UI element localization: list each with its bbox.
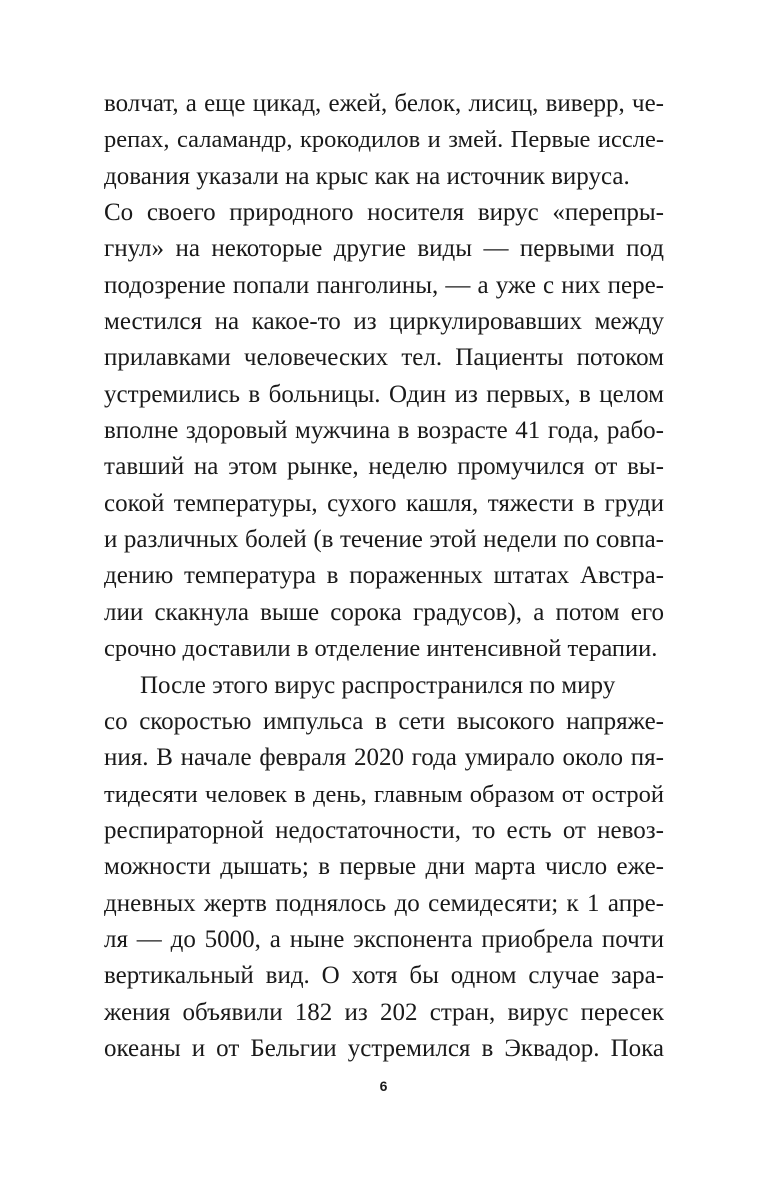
text-line: подозрение попали панголины, — а уже с них пере- — [104, 271, 664, 299]
text-line: местился на какое-то из циркулировавших между — [104, 308, 664, 336]
text-line: со скоростью импульса в сети высокого напряже- — [104, 707, 664, 735]
text-line: ля — до 5000, а ныне экспонента приобрела почти — [104, 925, 664, 953]
text-line: Со своего природного носителя вирус «перепры- — [104, 199, 664, 227]
text-line: дования указали на крыс как на источник вируса. — [104, 162, 630, 190]
text-line: прилавками человеческих тел. Пациенты потоком — [104, 344, 664, 372]
text-line: и различных болей (в течение этой недели по совпа- — [104, 526, 664, 554]
text-line: лии скакнула выше сорока градусов), а потом его — [104, 598, 664, 626]
text-line: тидесяти человек в день, главным образом от острой — [104, 780, 664, 808]
text-line: срочно доставили в отделение интенсивной терапии. — [104, 635, 658, 663]
text-line: репах, саламандр, крокодилов и змей. Первые иссле- — [104, 126, 664, 154]
text-line: вертикальный вид. О хотя бы одном случае зара- — [104, 962, 664, 990]
text-line: сокой температуры, сухого кашля, тяжести в груди — [104, 489, 664, 517]
paragraph-2 — [104, 668, 664, 1068]
text-line: ния. В начале февраля 2020 года умирало около пя- — [104, 744, 664, 772]
text-line: После этого вирус распространился по миру — [140, 671, 616, 699]
text-line: тавший на этом рынке, неделю промучился от вы- — [104, 453, 664, 481]
page-text — [104, 86, 664, 1067]
text-line: дению температура в пораженных штатах Австра- — [104, 562, 664, 590]
text-line: можности дышать; в первые дни марта число еже- — [104, 853, 664, 881]
text-line: устремились в больницы. Один из первых, в целом — [104, 380, 664, 408]
page-number: 6 — [379, 1078, 388, 1094]
text-line: жения объявили 182 из 202 стран, вирус пересек — [104, 998, 664, 1026]
paragraph-1 — [104, 86, 664, 668]
text-line: вполне здоровый мужчина в возрасте 41 года, рабо- — [104, 417, 664, 445]
text-line: дневных жертв поднялось до семидесяти; к 1 апре- — [104, 889, 664, 917]
text-line: океаны и от Бельгии устремился в Эквадор. Пока — [104, 1034, 664, 1062]
text-line: респираторной недостаточности, то есть от невоз- — [104, 816, 664, 844]
text-line: гнул» на некоторые другие виды — первыми под — [104, 235, 664, 263]
text-line: волчат, а еще цикад, ежей, белок, лисиц, виверр, че- — [104, 90, 664, 117]
